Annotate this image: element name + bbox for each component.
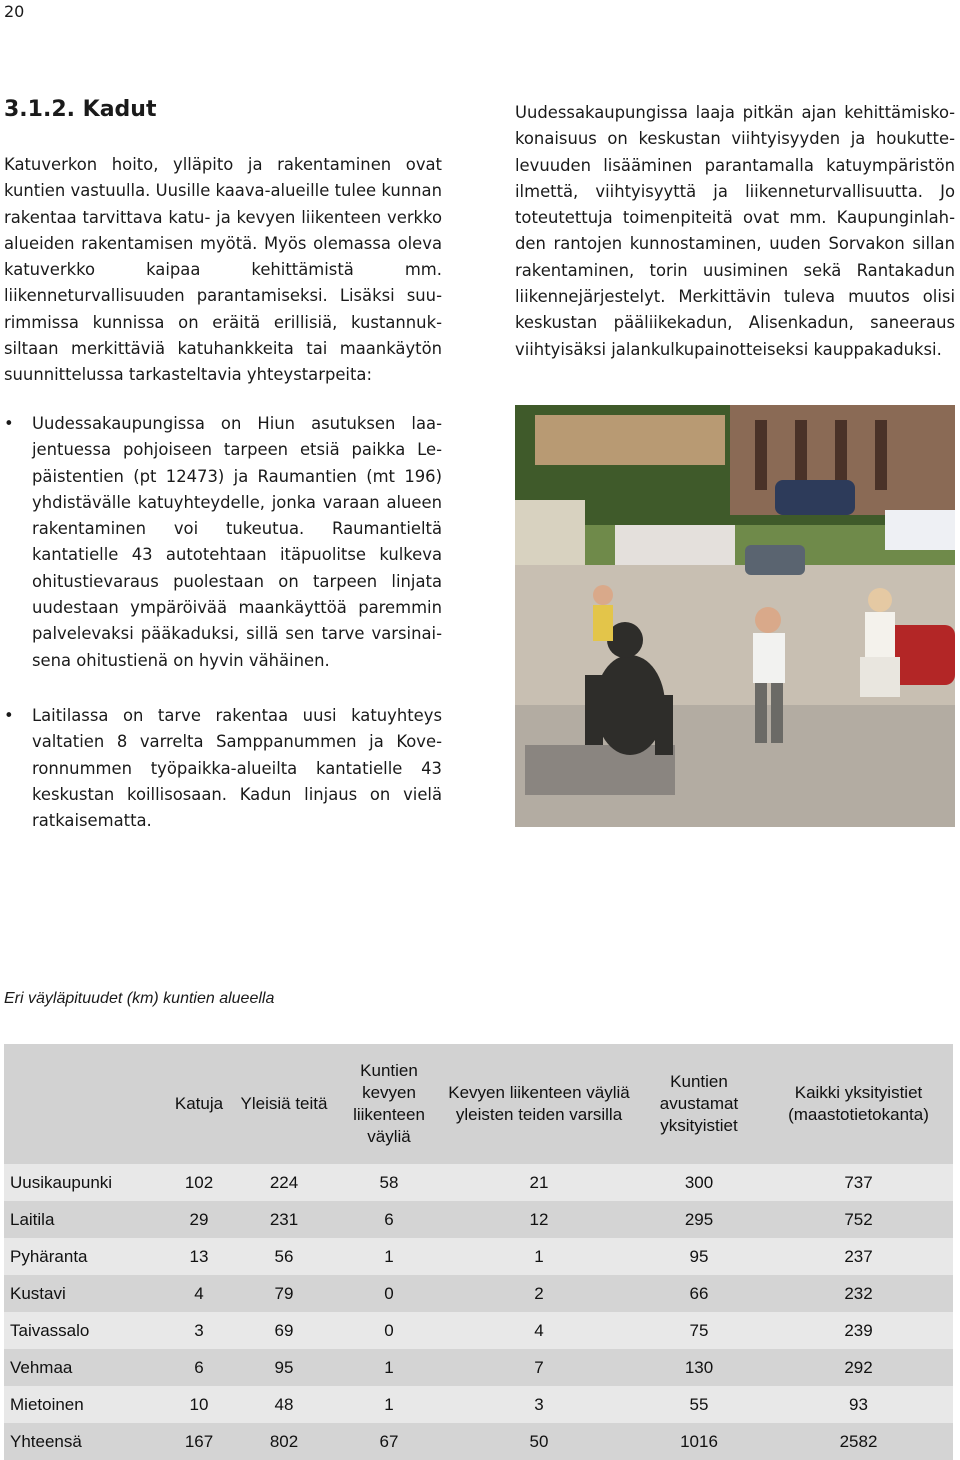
- table-cell: 75: [689, 1320, 709, 1340]
- table-row: [4, 1386, 953, 1423]
- row-label: Uusikaupunki: [10, 1172, 113, 1192]
- table-cell: 802: [269, 1431, 299, 1451]
- row-label: Taivassalo: [10, 1320, 90, 1340]
- table-cell: 12: [529, 1209, 549, 1229]
- table-cell: 130: [684, 1357, 714, 1377]
- table-cell: 79: [274, 1283, 294, 1303]
- page-number: 20: [4, 2, 25, 21]
- row-label: Laitila: [10, 1209, 55, 1229]
- table-row: [4, 1349, 953, 1386]
- bullet-dot: •: [4, 706, 14, 725]
- table-caption: Eri väyläpituudet (km) kuntien alueella: [4, 990, 275, 1007]
- table-cell: 58: [379, 1172, 399, 1192]
- table-cell: 3: [534, 1394, 544, 1414]
- header-cell: Kuntien kevyen liikenteen väyliä: [353, 1061, 425, 1146]
- table-cell: 295: [684, 1209, 714, 1229]
- table-row: [4, 1238, 953, 1275]
- table-cell: 1: [384, 1394, 394, 1414]
- table-cell: 752: [844, 1209, 873, 1229]
- header-cell: Kevyen liikenteen väyliä yleisten teiden varsilla: [448, 1083, 630, 1124]
- table-cell: 13: [189, 1246, 209, 1266]
- row-label: Yhteensä: [10, 1431, 82, 1451]
- table-cell: 239: [844, 1320, 873, 1340]
- table-cell: 55: [689, 1394, 709, 1414]
- table-cell: 737: [844, 1172, 873, 1192]
- table-cell: 102: [184, 1172, 214, 1192]
- table-cell: 6: [384, 1209, 394, 1229]
- table-row: [4, 1201, 953, 1238]
- row-label: Vehmaa: [10, 1357, 73, 1377]
- table-cell: 21: [529, 1172, 549, 1192]
- table-cell: 224: [269, 1172, 299, 1192]
- table-cell: 231: [269, 1209, 299, 1229]
- table-row: [4, 1312, 953, 1349]
- table-cell: 93: [849, 1394, 868, 1414]
- table-cell: 0: [384, 1320, 394, 1340]
- table-cell: 2: [534, 1283, 544, 1303]
- table-total-row: [4, 1423, 953, 1460]
- table-header-row: [4, 1044, 953, 1164]
- table-cell: 1: [384, 1357, 394, 1377]
- row-label: Mietoinen: [10, 1394, 84, 1414]
- table-cell: 3: [194, 1320, 204, 1340]
- header-cell: Katuja: [174, 1094, 224, 1113]
- table-cell: 232: [844, 1283, 873, 1303]
- table-cell: 10: [189, 1394, 209, 1414]
- table-cell: 0: [384, 1283, 394, 1303]
- table-cell: 66: [689, 1283, 709, 1303]
- table-cell: 1: [384, 1246, 394, 1266]
- section-heading: 3.1.2. Kadut: [4, 97, 157, 122]
- bullet-item-uusikaupunki: [4, 411, 442, 674]
- table-cell: 29: [189, 1209, 209, 1229]
- table-cell: 167: [184, 1431, 214, 1451]
- table-cell: 292: [844, 1357, 873, 1377]
- table-row: [4, 1275, 953, 1312]
- table-cell: 1: [534, 1246, 544, 1266]
- town-square-photo: [515, 405, 955, 827]
- table-cell: 48: [274, 1394, 294, 1414]
- table-cell: 69: [274, 1320, 294, 1340]
- table-cell: 6: [194, 1357, 204, 1377]
- table-cell: 95: [274, 1357, 294, 1377]
- row-label: Pyhäranta: [10, 1246, 88, 1266]
- right-paragraph: Uudessakaupungissa laaja pitkän ajan kehittämiskokonaisuus on keskustan viihtyisyyden ja houkuttelevuuden lisääminen parantamalla katuympäristön ilmettä, viihtyisyyttä ja liikenneturvallisuutta. Jo toteutettuja toimenpiteitä ovat mm. Kaupunginlahden rantojen kunnostaminen, uuden Sorvakon sillan rakentaminen, torin uusiminen sekä Rantakadun liikennejärjestelyt. Merkittävin tuleva muutos olisi keskustan pääliikekadun, Alisenkadun, saneeraus viihtyisäksi jalankulkupainotteiseksi kauppakaduksi.: [515, 103, 955, 359]
- table-cell: 1016: [680, 1431, 718, 1451]
- road-lengths-table: [4, 1044, 953, 1453]
- header-cell: [4, 1044, 164, 1164]
- table-cell: 4: [194, 1283, 204, 1303]
- intro-paragraph: Katuverkon hoito, ylläpito ja rakentaminen ovat kuntien vastuulla. Uusille kaava-alueille tulee kunnan rakentaa tarvittava katu- ja kevyen liikenteen verkko alueiden rakentamisen myötä. Myös olemassa oleva katuverkko kaipaa kehittämistä mm. liikenneturvallisuuden parantamiseksi. Lisäksi suurimmissa kunnissa on eräitä erillisiä, kustannuksiltaan merkittäviä katuhankkeita tai maankäytön suunnittelussa tarkasteltavia yhteystarpeita:: [4, 155, 442, 385]
- bullet-item-laitila: [4, 703, 442, 834]
- bullet-dot: •: [4, 414, 14, 433]
- data-table: [4, 1044, 953, 1460]
- table-cell: 2582: [839, 1431, 878, 1451]
- header-cell: Yleisiä teitä: [240, 1094, 328, 1113]
- table-cell: 56: [274, 1246, 294, 1266]
- table-cell: 4: [534, 1320, 544, 1340]
- header-cell: Kaikki yksityistiet (maastotietokanta): [788, 1083, 929, 1124]
- table-cell: 67: [379, 1431, 399, 1451]
- bullet-text: Laitilassa on tarve rakentaa uusi katuyhteys valtatien 8 varrelta Samppanummen ja Koveronnummen työpaikka-alueilta kantatielle 43 keskustan koillisosaan. Kadun linjaus on vielä ratkaisematta.: [32, 706, 442, 831]
- table-cell: 95: [689, 1246, 709, 1266]
- table-cell: 50: [529, 1431, 549, 1451]
- photo-illustration: [515, 405, 955, 827]
- row-label: Kustavi: [10, 1283, 66, 1303]
- header-cell: Kuntien avustamat yksityistiet: [659, 1072, 739, 1135]
- table-cell: 7: [534, 1357, 544, 1377]
- table-cell: 300: [684, 1172, 714, 1192]
- bullet-text: Uudessakaupungissa on Hiun asutuksen laajentuessa pohjoiseen tarpeen etsiä paikka Lepäistentien (pt 12473) ja Raumantien (mt 196) yhdistävälle katuyhteydelle, jonka varaan alueen rakentaminen voi tukeutua. Raumantieltä kantatielle 43 autotehtaan itäpuolitse kulkeva ohitustievaraus puolestaan on tarpeen linjata uudestaan ympäröivää maankäyttöä paremmin palvelevaksi pääkaduksi, sillä sen tarve varsinaisena ohitustienä on hyvin vähäinen.: [32, 414, 442, 670]
- table-row: [4, 1164, 953, 1201]
- table-cell: 237: [844, 1246, 873, 1266]
